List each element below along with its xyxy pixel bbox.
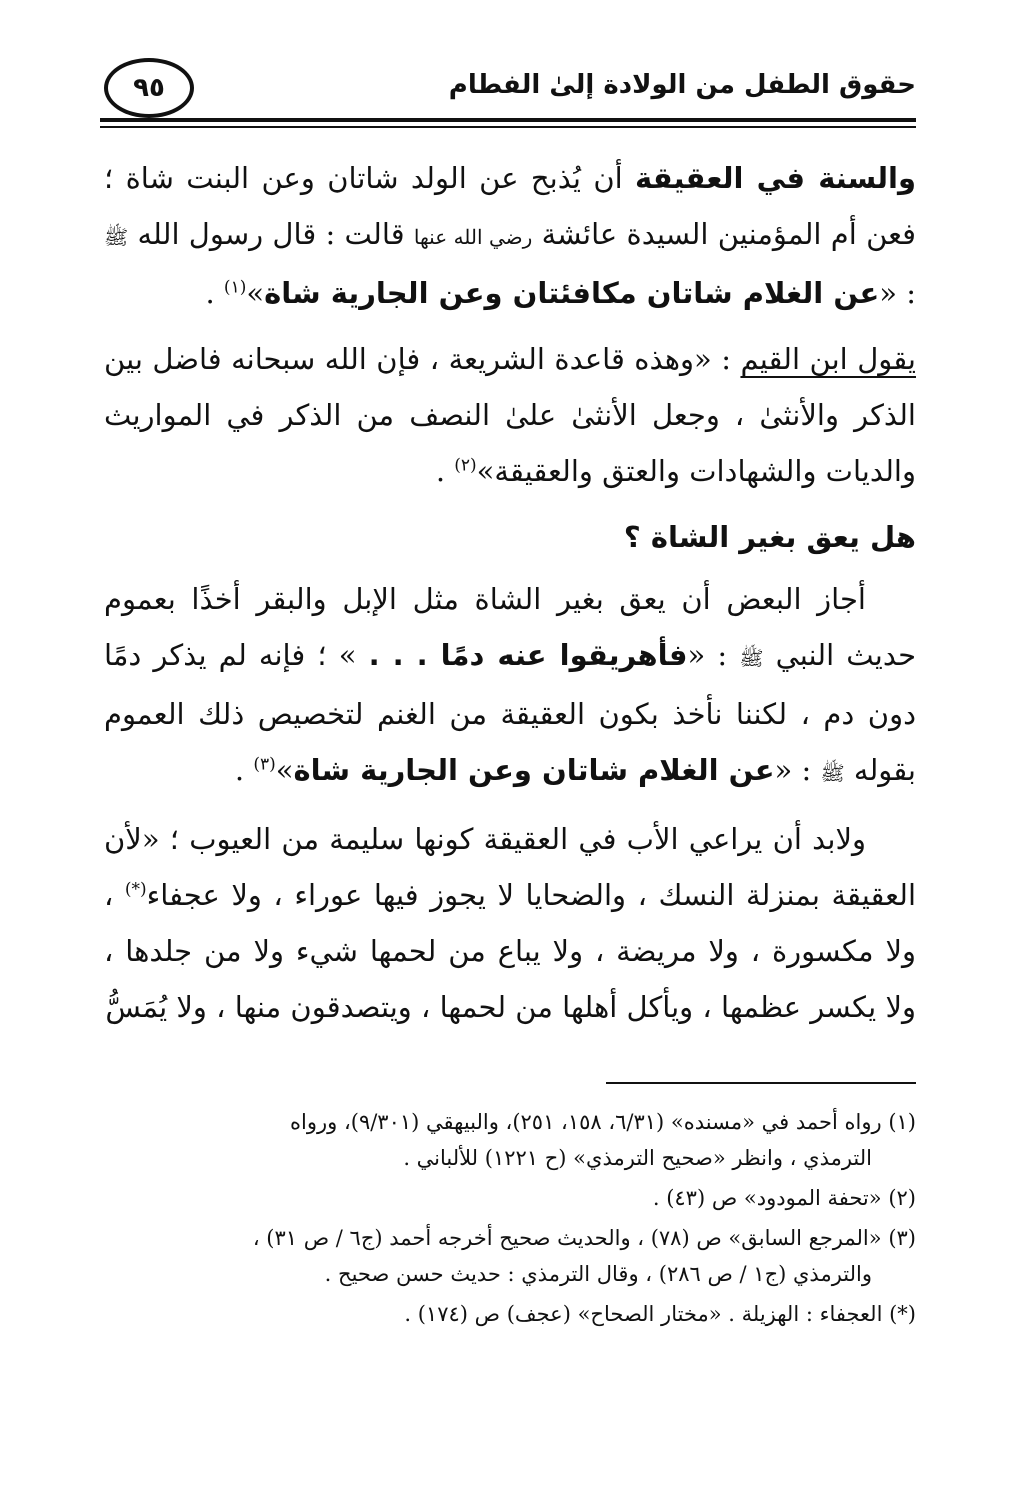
header-rule-thick (100, 118, 916, 122)
footnote-ref: (٣) (253, 754, 276, 775)
section-heading: هل يعق بغير الشاة ؟ (623, 520, 916, 554)
honorific-symbol: رضي الله عنها (413, 225, 533, 249)
honorific-symbol: ﷺ (820, 761, 845, 785)
running-title: حقوق الطفل من الولادة إلىٰ الفطام (448, 70, 916, 100)
footnote-ref: (٢) (454, 455, 477, 476)
honorific-symbol: ﷺ (739, 646, 764, 670)
page-number-badge: ٩٥ (104, 58, 194, 118)
footnotes (104, 1104, 916, 1336)
text-run: . (205, 276, 224, 310)
footnote-separator (606, 1082, 916, 1084)
paragraph-ibn-qayyim (104, 331, 916, 499)
text-run: ولابد أن يراعي الأب في العقيقة كونها سليمة من العيوب ؛ «لأن العقيقة بمنزلة النسك ، والضحايا لا يجوز فيها عوراء ، ولا عجفاء (104, 822, 916, 912)
text-run: ، ولا مكسورة ، ولا مريضة ، ولا يباع من لحمها شيء ولا من جلدها ، ولا يكسر عظمها ، ويأكل أهلها من لحمها ، ويتصدقون منها ، ولا يُمَسُّ (104, 878, 916, 1024)
text-run: : « (774, 753, 821, 787)
footnote-text: العجفاء : الهزيلة . «مختار الصحاح» (عجف) ص (١٧٤) . (404, 1302, 883, 1326)
lead-phrase: والسنة في العقيقة (635, 161, 916, 195)
speaker-name: يقول ابن القيم (740, 342, 916, 376)
text-run: » ؛ فإنه لم يذكر دمًا دون دم ، لكننا نأخذ بكون العقيقة من الغنم لتخصيص ذلك العموم بقوله (104, 638, 916, 787)
text-run: » (246, 276, 265, 310)
text-run: : « (879, 276, 916, 310)
footnote-3 (104, 1220, 916, 1292)
footnote-text: «تحفة المودود» ص (٤٣) . (652, 1186, 882, 1210)
footnote-ref: (١) (223, 277, 247, 298)
header-rule-thin (100, 126, 916, 128)
footnote-number: (٣) (888, 1226, 916, 1250)
footnote-text: رواه أحمد في «مسنده» (٦/٣١، ١٥٨، ٢٥١)، والبيهقي (٩/٣٠١)، ورواه (290, 1110, 882, 1134)
main-text (104, 150, 916, 1045)
footnote-number: (١) (888, 1110, 916, 1134)
page-header (100, 52, 916, 118)
footnote-text-continued: الترمذي ، وانظر «صحيح الترمذي» (ح ١٢٢١) للألباني . (403, 1146, 872, 1170)
hadith-quote: عن الغلام شاتان مكافئتان وعن الجارية شاة (264, 276, 880, 310)
footnote-ref: (*) (124, 879, 147, 900)
text-run: » (275, 753, 294, 787)
hadith-quote: عن الغلام شاتان وعن الجارية شاة (293, 753, 775, 787)
text-run: أن يُذبح عن الولد شاتان وعن البنت شاة ؛ فعن أم المؤمنين السيدة عائشة (104, 161, 917, 251)
footnote-number: (٢) (888, 1186, 916, 1210)
paragraph-defects (104, 811, 916, 1035)
text-run: أجاز البعض أن يعق بغير الشاة مثل الإبل والبقر أخذًا بعموم حديث النبي (104, 582, 917, 672)
text-run: . (435, 454, 455, 488)
footnote-text: «المرجع السابق» ص (٧٨) ، والحديث صحيح أخرجه أحمد (ج٦ / ص ٣١) ، (252, 1226, 882, 1250)
footnote-number: (*) (889, 1302, 916, 1326)
paragraph-aqiqah-sunnah (104, 150, 916, 321)
hadith-quote: فأهريقوا عنه دمًا . . . (368, 638, 688, 672)
text-run: قالت : قال رسول الله (128, 217, 414, 251)
text-run: : «وهذه قاعدة الشريعة ، فإن الله سبحانه فاضل بين الذكر والأنثىٰ ، وجعل الأنثىٰ علىٰ النصف من الذكر في المواريث والديات والشهادات والعتق والعقيقة» (104, 342, 916, 488)
footnote-2 (104, 1180, 916, 1216)
paragraph-other-animals (104, 571, 916, 801)
honorific-symbol: ﷺ (104, 225, 129, 249)
text-run: : « (687, 638, 740, 672)
text-run: . (234, 753, 254, 787)
footnote-1 (104, 1104, 916, 1176)
footnote-text-continued: والترمذي (ج١ / ص ٢٨٦) ، وقال الترمذي : حديث حسن صحيح . (324, 1262, 872, 1286)
footnote-star (104, 1296, 916, 1332)
